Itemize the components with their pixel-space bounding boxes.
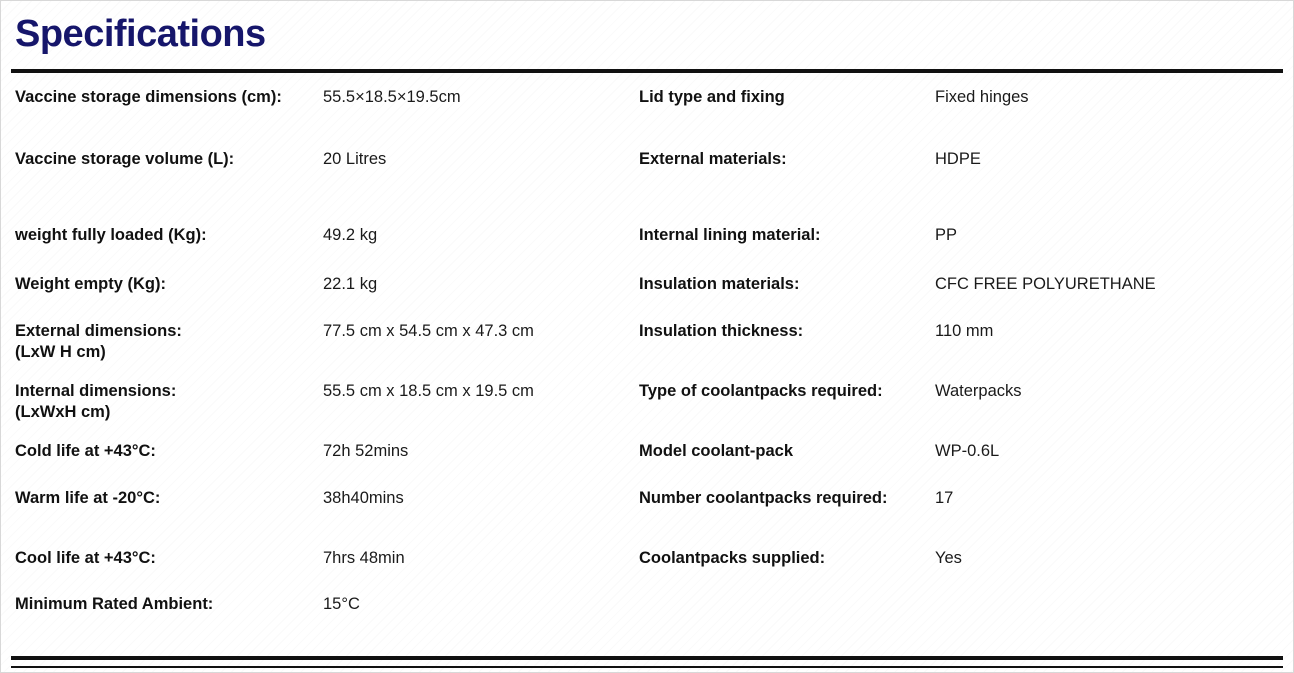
spec-label: Type of coolantpacks required: [639,382,883,400]
spec-value: 7hrs 48min [323,549,405,567]
spec-value: Yes [935,549,962,567]
spec-value: Waterpacks [935,382,1022,400]
spec-label: Insulation thickness: [639,322,804,340]
spec-label: Weight empty (Kg): [15,275,166,293]
page-title: Specifications [15,13,266,55]
spec-value: PP [935,226,958,244]
spec-label: External materials: [639,150,787,168]
spec-label: Insulation materials: [639,275,800,293]
spec-value: Fixed hinges [935,88,1029,106]
spec-label: Internal lining material: [639,226,821,244]
spec-value: 15°C [323,595,360,613]
spec-value: 49.2 kg [323,226,378,244]
spec-label: Vaccine storage volume (L): [15,150,235,168]
spec-value: 55.5 cm x 18.5 cm x 19.5 cm [323,382,534,400]
spec-label: Cold life at +43°C: [15,442,156,460]
spec-label: Vaccine storage dimensions (cm): [15,88,282,106]
spec-value: 17 [935,489,954,507]
spec-value: 77.5 cm x 54.5 cm x 47.3 cm [323,322,534,340]
spec-label: Coolantpacks supplied: [639,549,826,567]
spec-value: 38h40mins [323,489,404,507]
spec-label: weight fully loaded (Kg): [15,226,207,244]
spec-label: Cool life at +43°C: [15,549,156,567]
spec-label: Lid type and fixing [639,88,785,106]
spec-label: External dimensions: (LxW H cm) [15,322,182,362]
bottom-divider-secondary [11,666,1283,668]
spec-label: Internal dimensions: (LxWxH cm) [15,382,177,422]
specifications-table [1,87,1293,647]
spec-value: 110 mm [935,322,994,340]
spec-value: 55.5×18.5×19.5cm [323,88,461,106]
spec-label: Number coolantpacks required: [639,489,888,507]
spec-value: 72h 52mins [323,442,409,460]
spec-value: CFC FREE POLYURETHANE [935,275,1156,293]
spec-value: WP-0.6L [935,442,1000,460]
spec-value: 20 Litres [323,150,387,168]
spec-label: Model coolant-pack [639,442,794,460]
spec-label: Minimum Rated Ambient: [15,595,214,613]
top-divider [11,69,1283,73]
spec-label: Warm life at -20°C: [15,489,161,507]
spec-value: HDPE [935,150,981,168]
bottom-divider [11,656,1283,660]
spec-value: 22.1 kg [323,275,378,293]
